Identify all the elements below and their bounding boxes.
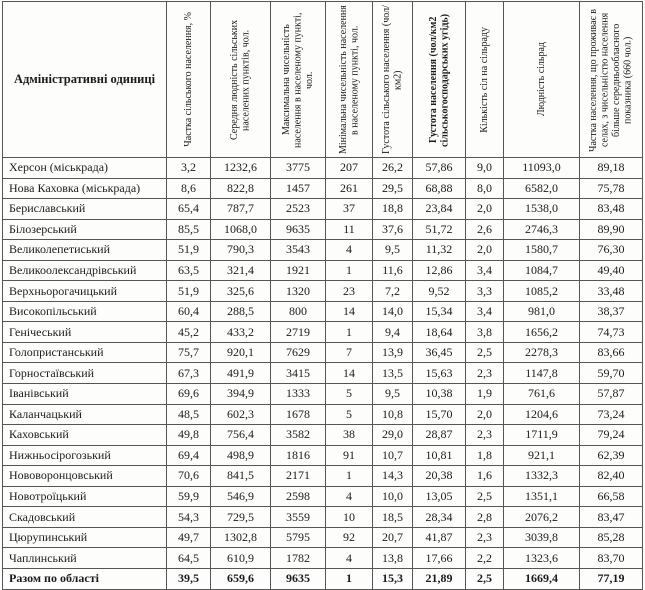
table-cell: 800 bbox=[271, 301, 326, 322]
table-cell: 20,38 bbox=[413, 466, 466, 487]
table-cell: 37 bbox=[326, 199, 373, 220]
table-cell: 491,9 bbox=[211, 363, 271, 384]
table-cell: 51,9 bbox=[167, 240, 211, 261]
table-cell-unit-name: Нова Каховка (міськрада) bbox=[3, 178, 167, 199]
table-cell: 2,5 bbox=[466, 342, 504, 363]
header-min-population: Мінімальна чисельність населення в населеному пункті, чол. bbox=[326, 2, 373, 158]
table-row bbox=[3, 445, 643, 466]
table-cell: 62,39 bbox=[580, 445, 643, 466]
table-cell-unit-name: Каланчацький bbox=[3, 404, 167, 425]
table-cell: 75,78 bbox=[580, 178, 643, 199]
table-cell-unit-name: Нововоронцовський bbox=[3, 466, 167, 487]
table-row bbox=[3, 507, 643, 528]
table-cell: 14 bbox=[326, 301, 373, 322]
table-cell: 59,9 bbox=[167, 486, 211, 507]
table-cell: 29,5 bbox=[373, 178, 413, 199]
table-body bbox=[3, 158, 643, 590]
table-row bbox=[3, 322, 643, 343]
table-cell: 1332,3 bbox=[504, 466, 580, 487]
table-cell: 83,48 bbox=[580, 199, 643, 220]
table-cell: 9,0 bbox=[466, 158, 504, 179]
table-cell: 74,73 bbox=[580, 322, 643, 343]
table-cell: 1084,7 bbox=[504, 260, 580, 281]
table-cell: 73,24 bbox=[580, 404, 643, 425]
table-cell: 85,28 bbox=[580, 527, 643, 548]
table-cell: 822,8 bbox=[211, 178, 271, 199]
table-cell: 14,3 bbox=[373, 466, 413, 487]
table-row bbox=[3, 178, 643, 199]
table-row bbox=[3, 548, 643, 569]
table-cell: 26,2 bbox=[373, 158, 413, 179]
table-cell: 729,5 bbox=[211, 507, 271, 528]
table-cell: 48,5 bbox=[167, 404, 211, 425]
table-cell: 60,4 bbox=[167, 301, 211, 322]
table-cell: 659,6 bbox=[211, 568, 271, 589]
table-cell: 3,3 bbox=[466, 281, 504, 302]
table-cell-unit-name: Скадовський bbox=[3, 507, 167, 528]
table-cell-unit-name: Генічеський bbox=[3, 322, 167, 343]
table-cell: 67,3 bbox=[167, 363, 211, 384]
table-cell: 82,40 bbox=[580, 466, 643, 487]
table-cell-unit-name: Горностаївський bbox=[3, 363, 167, 384]
table-cell: 36,45 bbox=[413, 342, 466, 363]
header-villages-per-council: Кількість сіл на сільраду bbox=[466, 2, 504, 158]
table-cell: 45,2 bbox=[167, 322, 211, 343]
table-cell: 2,0 bbox=[466, 404, 504, 425]
table-cell: 11,6 bbox=[373, 260, 413, 281]
table-cell: 64,5 bbox=[167, 548, 211, 569]
table-cell: 2598 bbox=[271, 486, 326, 507]
header-admin-units: Адміністративні одиниці bbox=[3, 2, 167, 158]
table-cell: 1204,6 bbox=[504, 404, 580, 425]
table-cell: 79,24 bbox=[580, 425, 643, 446]
table-cell: 63,5 bbox=[167, 260, 211, 281]
table-cell: 2,5 bbox=[466, 486, 504, 507]
table-cell: 1,8 bbox=[466, 445, 504, 466]
table-row bbox=[3, 384, 643, 405]
table-cell: 68,88 bbox=[413, 178, 466, 199]
header-max-population: Максимальна чисельність населення в населеному пункті, чол. bbox=[271, 2, 326, 158]
table-cell: 13,8 bbox=[373, 548, 413, 569]
table-cell: 10,38 bbox=[413, 384, 466, 405]
table-cell: 9,4 bbox=[373, 322, 413, 343]
table-cell: 9,5 bbox=[373, 240, 413, 261]
table-cell: 9635 bbox=[271, 219, 326, 240]
table-cell: 1656,2 bbox=[504, 322, 580, 343]
table-cell: 841,5 bbox=[211, 466, 271, 487]
table-cell: 3039,8 bbox=[504, 527, 580, 548]
table-cell: 10,0 bbox=[373, 486, 413, 507]
table-cell: 2719 bbox=[271, 322, 326, 343]
table-cell: 2076,2 bbox=[504, 507, 580, 528]
table-cell: 28,34 bbox=[413, 507, 466, 528]
table-cell: 18,8 bbox=[373, 199, 413, 220]
table-cell: 49,40 bbox=[580, 260, 643, 281]
table-cell: 1 bbox=[326, 260, 373, 281]
table-cell: 65,4 bbox=[167, 199, 211, 220]
table-cell: 3,8 bbox=[466, 322, 504, 343]
table-cell: 89,18 bbox=[580, 158, 643, 179]
table-cell: 1669,4 bbox=[504, 568, 580, 589]
table-row bbox=[3, 404, 643, 425]
table-cell: 3,4 bbox=[466, 301, 504, 322]
table-cell: 59,70 bbox=[580, 363, 643, 384]
table-row bbox=[3, 199, 643, 220]
table-cell: 37,6 bbox=[373, 219, 413, 240]
table-cell: 13,5 bbox=[373, 363, 413, 384]
table-cell: 2,0 bbox=[466, 240, 504, 261]
table-row bbox=[3, 466, 643, 487]
table-cell: 761,6 bbox=[504, 384, 580, 405]
table-cell: 1351,1 bbox=[504, 486, 580, 507]
table-cell: 41,87 bbox=[413, 527, 466, 548]
table-cell: 1921 bbox=[271, 260, 326, 281]
table-cell: 1232,6 bbox=[211, 158, 271, 179]
table-cell: 2746,3 bbox=[504, 219, 580, 240]
table-cell-unit-name: Великоолександрівський bbox=[3, 260, 167, 281]
table-cell: 498,9 bbox=[211, 445, 271, 466]
table-cell: 28,87 bbox=[413, 425, 466, 446]
table-cell: 1320 bbox=[271, 281, 326, 302]
table-cell: 3543 bbox=[271, 240, 326, 261]
table-cell: 288,5 bbox=[211, 301, 271, 322]
table-cell-unit-name: Білозерський bbox=[3, 219, 167, 240]
table-cell: 3775 bbox=[271, 158, 326, 179]
table-cell: 1085,2 bbox=[504, 281, 580, 302]
table-cell: 5795 bbox=[271, 527, 326, 548]
table-cell: 1580,7 bbox=[504, 240, 580, 261]
table-cell: 10,7 bbox=[373, 445, 413, 466]
table-cell: 49,7 bbox=[167, 527, 211, 548]
table-cell: 6582,0 bbox=[504, 178, 580, 199]
table-cell: 92 bbox=[326, 527, 373, 548]
table-cell: 610,9 bbox=[211, 548, 271, 569]
table-cell: 1816 bbox=[271, 445, 326, 466]
table-cell-unit-name: Чаплинський bbox=[3, 548, 167, 569]
table-cell: 1323,6 bbox=[504, 548, 580, 569]
table-cell: 83,47 bbox=[580, 507, 643, 528]
table-cell: 1457 bbox=[271, 178, 326, 199]
table-cell: 69,6 bbox=[167, 384, 211, 405]
table-cell: 2,2 bbox=[466, 548, 504, 569]
table-cell: 261 bbox=[326, 178, 373, 199]
table-cell: 69,4 bbox=[167, 445, 211, 466]
table-row bbox=[3, 425, 643, 446]
table-row bbox=[3, 240, 643, 261]
table-cell-unit-name: Верхньорогачицький bbox=[3, 281, 167, 302]
table-cell: 2171 bbox=[271, 466, 326, 487]
table-cell: 29,0 bbox=[373, 425, 413, 446]
table-cell: 4 bbox=[326, 548, 373, 569]
table-cell-unit-name: Каховський bbox=[3, 425, 167, 446]
table-cell: 321,4 bbox=[211, 260, 271, 281]
header-rural-share: Частка сільського населення, % bbox=[167, 2, 211, 158]
table-cell: 4 bbox=[326, 240, 373, 261]
table-row bbox=[3, 158, 643, 179]
table-cell: 3582 bbox=[271, 425, 326, 446]
table-cell: 7 bbox=[326, 342, 373, 363]
table-cell-unit-name: Херсон (міськрада) bbox=[3, 158, 167, 179]
table-cell: 18,5 bbox=[373, 507, 413, 528]
table-cell: 14 bbox=[326, 363, 373, 384]
table-cell: 85,5 bbox=[167, 219, 211, 240]
table-cell: 2,5 bbox=[466, 568, 504, 589]
table-cell: 9,52 bbox=[413, 281, 466, 302]
table-cell: 920,1 bbox=[211, 342, 271, 363]
table-cell: 91 bbox=[326, 445, 373, 466]
table-cell: 23 bbox=[326, 281, 373, 302]
table-cell: 21,89 bbox=[413, 568, 466, 589]
table-cell: 1 bbox=[326, 466, 373, 487]
table-cell: 51,9 bbox=[167, 281, 211, 302]
table-cell: 83,70 bbox=[580, 548, 643, 569]
header-agri-density: Густота населення (чол/км2 сільськогосподарських угідь) bbox=[413, 2, 466, 158]
table-cell: 3,2 bbox=[167, 158, 211, 179]
table-cell: 54,3 bbox=[167, 507, 211, 528]
table-row bbox=[3, 486, 643, 507]
table-cell: 11,32 bbox=[413, 240, 466, 261]
table-cell: 15,63 bbox=[413, 363, 466, 384]
table-cell: 12,86 bbox=[413, 260, 466, 281]
table-cell: 756,4 bbox=[211, 425, 271, 446]
table-cell-unit-name: Нижньосірогозький bbox=[3, 445, 167, 466]
table-cell: 15,70 bbox=[413, 404, 466, 425]
table-cell: 5 bbox=[326, 384, 373, 405]
table-cell: 14,0 bbox=[373, 301, 413, 322]
table-cell: 7,2 bbox=[373, 281, 413, 302]
table-cell: 51,72 bbox=[413, 219, 466, 240]
table-cell: 981,0 bbox=[504, 301, 580, 322]
table-cell: 9,5 bbox=[373, 384, 413, 405]
table-row bbox=[3, 342, 643, 363]
table-row bbox=[3, 260, 643, 281]
table-cell: 325,6 bbox=[211, 281, 271, 302]
table-cell: 57,86 bbox=[413, 158, 466, 179]
table-cell: 2,6 bbox=[466, 219, 504, 240]
table-cell: 1782 bbox=[271, 548, 326, 569]
table-cell: 10,81 bbox=[413, 445, 466, 466]
table-cell: 1,9 bbox=[466, 384, 504, 405]
table-cell: 602,3 bbox=[211, 404, 271, 425]
header-row bbox=[3, 2, 643, 158]
table-cell: 3415 bbox=[271, 363, 326, 384]
table-cell: 7629 bbox=[271, 342, 326, 363]
table-cell: 15,34 bbox=[413, 301, 466, 322]
table-cell: 10,8 bbox=[373, 404, 413, 425]
table-cell-unit-name: Разом по області bbox=[3, 568, 167, 589]
rural-population-table bbox=[2, 1, 643, 590]
table-cell: 2,3 bbox=[466, 425, 504, 446]
table-cell: 8,6 bbox=[167, 178, 211, 199]
table-cell: 33,48 bbox=[580, 281, 643, 302]
table-cell: 3559 bbox=[271, 507, 326, 528]
table-cell-unit-name: Голопристанський bbox=[3, 342, 167, 363]
table-cell: 2,3 bbox=[466, 527, 504, 548]
table-cell: 9635 bbox=[271, 568, 326, 589]
table-cell: 2,0 bbox=[466, 199, 504, 220]
table-row bbox=[3, 281, 643, 302]
table-cell: 1333 bbox=[271, 384, 326, 405]
table-cell: 17,66 bbox=[413, 548, 466, 569]
table-cell: 89,90 bbox=[580, 219, 643, 240]
table-cell: 70,6 bbox=[167, 466, 211, 487]
table-cell: 49,8 bbox=[167, 425, 211, 446]
table-cell: 2,8 bbox=[466, 507, 504, 528]
table-cell: 83,66 bbox=[580, 342, 643, 363]
table-cell: 77,19 bbox=[580, 568, 643, 589]
table-cell: 15,3 bbox=[373, 568, 413, 589]
table-row bbox=[3, 363, 643, 384]
table-row bbox=[3, 527, 643, 548]
header-large-village-share: Частка населення, що проживає в селах, з чисельністю населення більше середньообласного показника (660 чол.) bbox=[580, 2, 643, 158]
table-cell: 207 bbox=[326, 158, 373, 179]
header-avg-settlement-size: Середня людність сільських населених пунктів, чол. bbox=[211, 2, 271, 158]
table-cell: 66,58 bbox=[580, 486, 643, 507]
table-cell: 1,6 bbox=[466, 466, 504, 487]
table-cell: 1147,8 bbox=[504, 363, 580, 384]
table-cell: 1678 bbox=[271, 404, 326, 425]
table-cell-unit-name: Іванівський bbox=[3, 384, 167, 405]
table-cell: 433,2 bbox=[211, 322, 271, 343]
table-cell: 8,0 bbox=[466, 178, 504, 199]
table-total-row bbox=[3, 568, 643, 589]
table-cell: 790,3 bbox=[211, 240, 271, 261]
table-cell: 13,05 bbox=[413, 486, 466, 507]
table-cell: 1068,0 bbox=[211, 219, 271, 240]
table-cell: 38,37 bbox=[580, 301, 643, 322]
table-cell-unit-name: Бериславський bbox=[3, 199, 167, 220]
table-cell: 3,4 bbox=[466, 260, 504, 281]
table-cell: 10 bbox=[326, 507, 373, 528]
table-cell-unit-name: Новотроїцький bbox=[3, 486, 167, 507]
table-cell: 1 bbox=[326, 568, 373, 589]
table-row bbox=[3, 301, 643, 322]
table-cell: 1302,8 bbox=[211, 527, 271, 548]
table-cell-unit-name: Великолепетиський bbox=[3, 240, 167, 261]
table-cell: 75,7 bbox=[167, 342, 211, 363]
table-cell: 23,84 bbox=[413, 199, 466, 220]
table-cell: 2,3 bbox=[466, 363, 504, 384]
table-cell: 38 bbox=[326, 425, 373, 446]
table-cell: 4 bbox=[326, 486, 373, 507]
table-cell: 11 bbox=[326, 219, 373, 240]
table-cell: 39,5 bbox=[167, 568, 211, 589]
table-cell: 20,7 bbox=[373, 527, 413, 548]
table-cell: 5 bbox=[326, 404, 373, 425]
table-cell: 11093,0 bbox=[504, 158, 580, 179]
table-cell: 1711,9 bbox=[504, 425, 580, 446]
table-cell: 18,64 bbox=[413, 322, 466, 343]
table-cell: 57,87 bbox=[580, 384, 643, 405]
header-rural-density: Густота сільського населення (чол/км2) bbox=[373, 2, 413, 158]
table-cell: 2523 bbox=[271, 199, 326, 220]
table-cell: 546,9 bbox=[211, 486, 271, 507]
table-cell: 921,1 bbox=[504, 445, 580, 466]
table-cell: 13,9 bbox=[373, 342, 413, 363]
table-cell: 76,30 bbox=[580, 240, 643, 261]
table-cell: 394,9 bbox=[211, 384, 271, 405]
table-cell: 1 bbox=[326, 322, 373, 343]
table-cell-unit-name: Цюрупинський bbox=[3, 527, 167, 548]
table-cell: 787,7 bbox=[211, 199, 271, 220]
header-council-population: Людність сільрад bbox=[504, 2, 580, 158]
table-cell-unit-name: Високопільський bbox=[3, 301, 167, 322]
table-row bbox=[3, 219, 643, 240]
table-cell: 2278,3 bbox=[504, 342, 580, 363]
table-cell: 1538,0 bbox=[504, 199, 580, 220]
